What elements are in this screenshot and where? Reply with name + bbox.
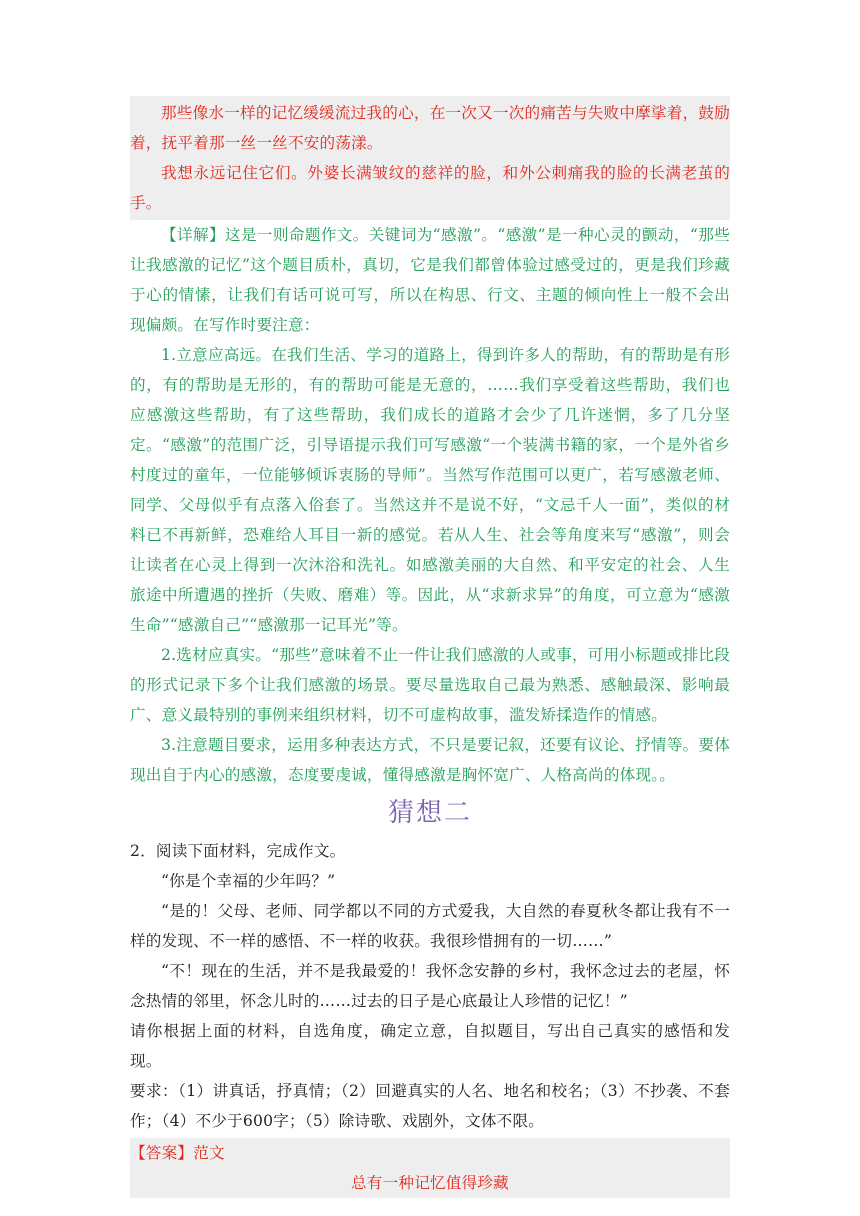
dialogue-line-1: “你是个幸福的少年吗？”: [161, 872, 336, 890]
dialogue-line-3: “不！现在的生活，并不是我最爱的！我怀念安静的乡村，我怀念过去的老屋，怀念热情的邻里，怀念儿时的……过去的日子是心底最让人珍惜的记忆！”: [130, 962, 730, 1010]
question-block: [130, 836, 730, 1136]
question-stem: 2．阅读下面材料，完成作文。: [130, 842, 346, 860]
analysis-block: [130, 220, 730, 790]
answer-label: 范文: [193, 1144, 225, 1162]
writing-instruction: 请你根据上面的材料，自选角度，确定立意，自拟题目，写出自己真实的感悟和发现。: [130, 1022, 730, 1070]
answer-line: [130, 1138, 730, 1168]
writing-requirements: 要求：（1）讲真话，抒真情；（2）回避真实的人名、地名和校名；（3）不抄袭、不套作；（4）不少于600字；（5）除诗歌、戏剧外，文体不限。: [130, 1082, 730, 1130]
essay-paragraph-2: 我想永远记住它们。外婆长满皱纹的慈祥的脸，和外公刺痛我的脸的长满老茧的手。: [130, 164, 730, 212]
document-page: [130, 96, 730, 1198]
section-title: 猜想二: [387, 798, 472, 828]
essay-excerpt-block: [130, 96, 730, 220]
essay-title: 总有一种记忆值得珍藏: [351, 1174, 509, 1192]
analysis-point-2: 2.选材应真实。“那些”意味着不止一件让我们感激的人或事，可用小标题或排比段的形式记录下多个让我们感激的场景。要尽量选取自己最为熟悉、感触最深、影响最广、意义最特别的事例来组织材料，切不可虚构故事，滥发矫揉造作的情感。: [130, 646, 730, 724]
answer-block: [130, 1138, 730, 1198]
analysis-point-1: 1.立意应高远。在我们生活、学习的道路上，得到许多人的帮助，有的帮助是有形的，有的帮助是无形的，有的帮助可能是无意的，……我们享受着这些帮助，我们也应感激这些帮助，有了这些帮助，我们成长的道路才会少了几许迷惘，多了几分坚定。“感激”的范围广泛，引导语提示我们可写感激“一个装满书籍的家，一个是外省乡村度过的童年，一位能够倾诉衷肠的导师”。当然写作范围可以更广，若写感激老师、同学、父母似乎有点落入俗套了。当然这并不是说不好，“文忌千人一面”，类似的材料已不再新鲜，恐难给人耳目一新的感觉。若从人生、社会等角度来写“感激”，则会让读者在心灵上得到一次沐浴和洗礼。如感激美丽的大自然、和平安定的社会、人生旅途中所遭遇的挫折（失败、磨难）等。因此，从“求新求异”的角度，可立意为“感激生命”“感激自己”“感激那一记耳光”等。: [130, 346, 730, 634]
analysis-point-3: 3.注意题目要求，运用多种表达方式，不只是要记叙，还要有议论、抒情等。要体现出自于内心的感激，态度要虔诚，懂得感激是胸怀宽广、人格高尚的体现。。: [130, 736, 730, 784]
analysis-intro: 【详解】这是一则命题作文。关键词为“感激”。“感激”是一种心灵的颤动，“那些让我感激的记忆”这个题目质朴，真切，它是我们都曾体验过感受过的，更是我们珍藏于心的情愫，让我们有话可说可写，所以在构思、行文、主题的倾向性上一般不会出现偏颇。在写作时要注意：: [130, 226, 730, 334]
answer-tag: 【答案】: [130, 1144, 194, 1162]
dialogue-line-2: “是的！父母、老师、同学都以不同的方式爱我，大自然的春夏秋冬都让我有不一样的发现、不一样的感悟、不一样的收获。我很珍惜拥有的一切……”: [130, 902, 730, 950]
essay-paragraph-1: 那些像水一样的记忆缓缓流过我的心，在一次又一次的痛苦与失败中摩挲着，鼓励着，抚平着那一丝一丝不安的荡漾。: [130, 104, 730, 152]
